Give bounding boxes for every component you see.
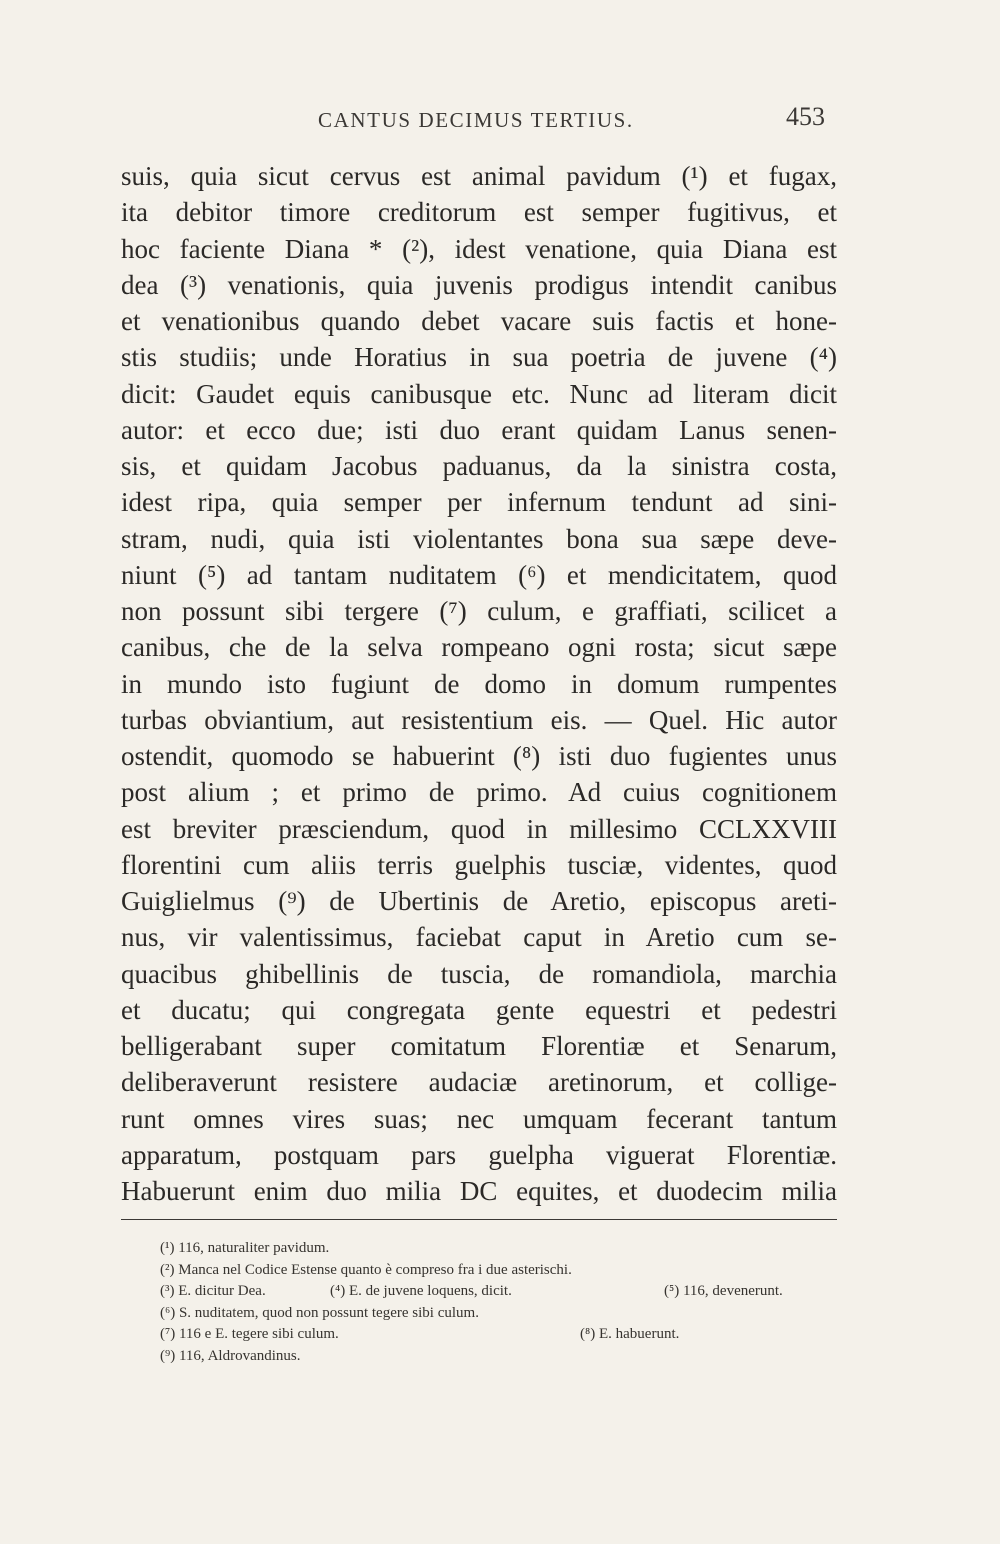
- text-line: nus, vir valentissimus, faciebat caput in Aretio cum se-: [121, 922, 837, 953]
- text-line: apparatum, postquam pars guelpha viguerat Florentiæ.: [121, 1139, 837, 1170]
- text-line: florentini cum aliis terris guelphis tusciæ, videntes, quod: [121, 849, 837, 880]
- footnote-line: [160, 1324, 850, 1346]
- text-line: sis, et quidam Jacobus paduanus, da la sinistra costa,: [121, 451, 837, 481]
- text-line: et venationibus quando debet vacare suis factis et hone-: [121, 306, 837, 336]
- footnote-line: [160, 1346, 850, 1368]
- text-line: in mundo isto fugiunt de domo in domum rumpentes: [121, 668, 837, 699]
- text-line: suis, quia sicut cervus est animal pavidum (¹) et fugax,: [121, 161, 837, 191]
- text-line: stram, nudi, quia isti violentantes bona sua sæpe deve-: [121, 523, 837, 554]
- footnote-line: [160, 1238, 850, 1260]
- footnote-line: [160, 1281, 850, 1303]
- footnote-6: (⁶) S. nuditatem, quod non possunt tegere sibi culum.: [160, 1304, 479, 1321]
- text-line: Habuerunt enim duo milia DC equites, et duodecim milia: [121, 1176, 837, 1206]
- footnote-line: [160, 1260, 850, 1282]
- text-line: autor: et ecco due; isti duo erant quidam Lanus senen-: [121, 414, 837, 445]
- text-line: niunt (⁵) ad tantam nuditatem (⁶) et mendicitatem, quod: [121, 559, 837, 590]
- footnote-2: (²) Manca nel Codice Estense quanto è compreso fra i due asterischi.: [160, 1261, 572, 1278]
- text-line: ostendit, quomodo se habuerint (⁸) isti duo fugientes unus: [121, 741, 837, 771]
- footnote-line: [160, 1303, 850, 1325]
- text-line: dea (³) venationis, quia juvenis prodigus intendit canibus: [121, 269, 837, 300]
- footnote-divider: [121, 1219, 837, 1220]
- text-line: post alium ; et primo de primo. Ad cuius cognitionem: [121, 777, 837, 808]
- text-line: canibus, che de la selva rompeano ogni rosta; sicut sæpe: [121, 632, 837, 663]
- text-line: runt omnes vires suas; nec umquam fecerant tantum: [121, 1103, 837, 1134]
- footnotes: [160, 1238, 850, 1368]
- running-title: CANTUS DECIMUS TERTIUS.: [318, 108, 634, 132]
- text-line: Guiglielmus (⁹) de Ubertinis de Aretio, episcopus areti-: [121, 886, 837, 916]
- text-line: est breviter præsciendum, quod in millesimo CCLXXVIII: [121, 813, 837, 844]
- footnote-7: (⁷) 116 e E. tegere sibi culum.: [160, 1326, 339, 1343]
- page-number: 453: [786, 102, 825, 131]
- footnote-3: (³) E. dicitur Dea.: [160, 1283, 266, 1300]
- text-line: ita debitor timore creditorum est semper fugitivus, et: [121, 197, 837, 228]
- footnote-1: (¹) 116, naturaliter pavidum.: [160, 1240, 330, 1256]
- text-line: hoc faciente Diana * (²), idest venatione, quia Diana est: [121, 233, 837, 264]
- text-line: stis studiis; unde Horatius in sua poetria de juvene (⁴): [121, 342, 837, 373]
- text-line: belligerabant super comitatum Florentiæ et Senarum,: [121, 1031, 837, 1061]
- text-line: deliberaverunt resistere audaciæ aretinorum, et collige-: [121, 1067, 837, 1098]
- text-line: dicit: Gaudet equis canibusque etc. Nunc ad literam dicit: [121, 378, 837, 409]
- text-line: quacibus ghibellinis de tuscia, de romandiola, marchia: [121, 958, 837, 989]
- footnote-5: (⁵) 116, devenerunt.: [664, 1283, 783, 1300]
- footnote-9: (⁹) 116, Aldrovandinus.: [160, 1347, 301, 1364]
- text-line: idest ripa, quia semper per infernum tendunt ad sini-: [121, 487, 837, 518]
- footnote-4: (⁴) E. de juvene loquens, dicit.: [330, 1283, 512, 1300]
- text-line: turbas obviantium, aut resistentium eis. — Quel. Hic autor: [121, 704, 837, 735]
- text-line: et ducatu; qui congregata gente equestri et pedestri: [121, 994, 837, 1025]
- text-line: non possunt sibi tergere (⁷) culum, e graffiati, scilicet a: [121, 596, 837, 626]
- main-text: [121, 158, 837, 1209]
- footnote-8: (⁸) E. habuerunt.: [580, 1326, 680, 1343]
